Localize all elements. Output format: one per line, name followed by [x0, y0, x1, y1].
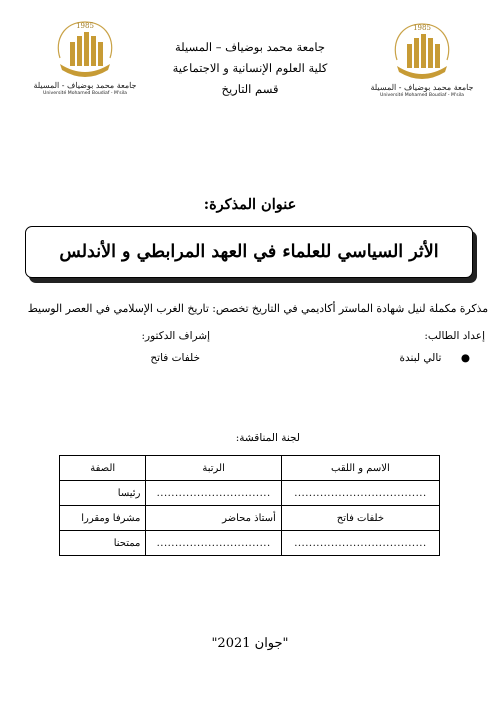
supervisor-name: خلفات فاتح: [150, 352, 200, 364]
supervisor-label: إشراف الدكتور:: [141, 330, 210, 342]
faculty-name: كلية العلوم الإنسانية و الاجتماعية: [172, 61, 328, 75]
cell-role: رئيسا: [60, 481, 146, 506]
logo-year: 1985: [76, 22, 94, 30]
university-name: جامعة محمد بوضياف – المسيلة: [175, 40, 325, 54]
table-row: [60, 481, 440, 506]
memo-title-label: عنوان المذكرة:: [203, 196, 297, 213]
student-name: تالي لبندة: [399, 352, 442, 364]
cell-name: خلفات فاتح: [281, 506, 439, 531]
student-entry: [320, 352, 470, 364]
cell-role: مشرفا ومقررا: [60, 506, 146, 531]
university-logo-left: [25, 18, 145, 97]
department-name: قسم التاريخ: [221, 82, 279, 96]
logo-arabic-name: جامعة محمد بوضياف - المسيلة: [370, 83, 474, 92]
header-rank: الرتبة: [146, 456, 281, 481]
logo-french-name: Université Mohamed Boudiaf - M'sila: [380, 93, 464, 98]
cell-name: ....................................: [281, 531, 439, 556]
committee-table: [59, 455, 440, 556]
committee-label: لجنة المناقشة:: [235, 432, 300, 444]
memo-title: الأثر السياسي للعلماء في العهد المرابطي و الأندلس: [59, 242, 439, 262]
table-row: [60, 506, 440, 531]
table-header-row: [60, 456, 440, 481]
institution-header: [150, 37, 350, 100]
bullet-icon: ●: [460, 352, 470, 364]
logo-arabic-name: جامعة محمد بوضياف - المسيلة: [33, 81, 137, 90]
university-logo-right: [362, 20, 482, 99]
cell-name: ....................................: [281, 481, 439, 506]
logo-year: 1985: [413, 24, 431, 32]
cell-rank: أستاذ محاضر: [146, 506, 281, 531]
table-row: [60, 531, 440, 556]
header-name: الاسم و اللقب: [281, 456, 439, 481]
student-label: إعداد الطالب:: [424, 330, 485, 342]
header-role: الصفة: [60, 456, 146, 481]
submission-date: "جوان 2021": [211, 636, 289, 651]
degree-statement: مذكرة مكملة لنيل شهادة الماستر أكاديمي في التاريخ تخصص: تاريخ الغرب الإسلامي في العصر الوسيط: [27, 302, 488, 315]
cell-rank: ...............................: [146, 531, 281, 556]
logo-french-name: Université Mohamed Boudiaf - M'sila: [43, 91, 127, 96]
cell-role: ممتحنا: [60, 531, 146, 556]
cell-rank: ...............................: [146, 481, 281, 506]
memo-title-box: [25, 226, 473, 278]
